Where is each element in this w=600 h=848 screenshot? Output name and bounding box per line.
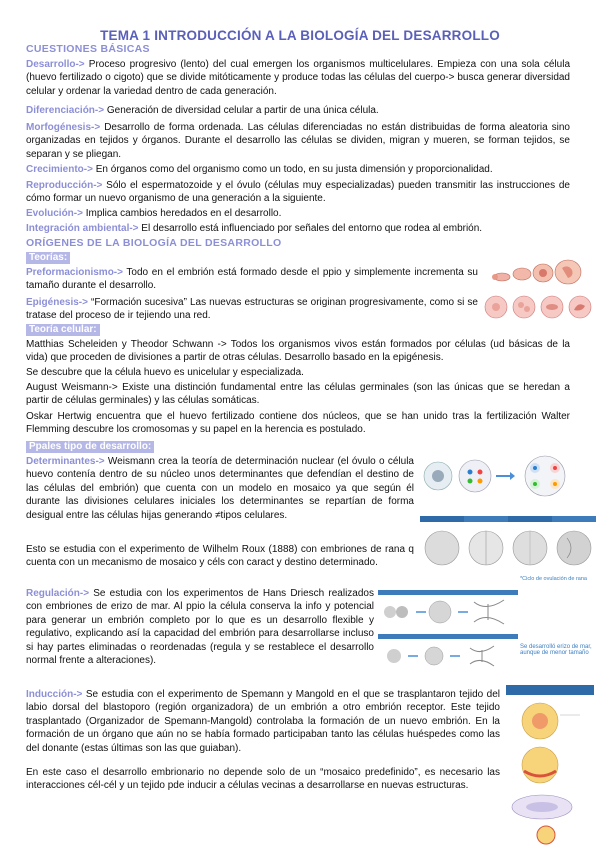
def-preformacionismo [26, 266, 478, 293]
term-text: Generación de diversidad celular a partir de una única célula. [104, 105, 379, 116]
term-label: Crecimiento-> [26, 164, 93, 175]
term-text: Se estudia con el experimento de Spemann y Mangold en el que se trasplantaron tejido del labio dorsal del blastoporo (región organizadora) de un embrión a otro embrión receptor. Este tejido trasplantado (Organizador de Spemann-Mangold) controlaba la formación de un nuevo embrión. En la formación de un órgano que aún no se había formado participaban tanto las células huéspedes como las del donante (estas últimas son las que guiaban). [26, 689, 500, 754]
term-label: Epigénesis-> [26, 297, 88, 308]
nuclear-determination-diagram [420, 452, 596, 507]
term-text: Se estudia con los experimentos de Hans Driesch realizados con embriones de erizo de mar. Al ppio la célula conserva la info y potencial para generar un embrión completo por lo que es un desarrollo flexible y regulativo, explicando así la capacidad del embrión para desarrollarse incluso si hay partes eliminadas o reordenadas (regula y se restablece el desarrollo normal frente a alteraciones). [26, 588, 374, 667]
def-epigenesis [26, 296, 478, 323]
term-text: Todo en el embrión está formado desde el ppio y simplemente incrementa su tamaño durante el desarrollo. [26, 267, 478, 292]
def-reproduccion [26, 179, 570, 206]
term-label: Preformacionismo-> [26, 267, 123, 278]
heading-teoria-celular: Teoría celular: [26, 324, 100, 336]
def-regulacion [26, 587, 374, 667]
def-desarrollo [26, 58, 570, 98]
celular-paragraph-1: Matthias Scheleiden y Theodor Schwann -> Todos los organismos vivos están formados por células (ud básicas de la vida) que proceden de divisiones a partir de otras células. Desarrollo basado en la epigénesis. [26, 339, 570, 364]
roux-caption: *Ciclo de ovulación de rana [520, 576, 587, 582]
term-label: Determinantes-> [26, 456, 105, 467]
term-text: “Formación sucesiva” Las nuevas estructuras se originan progresivamente, como si se tratase del proceso de ir tejiendo una red. [26, 297, 478, 322]
term-label: Reproducción-> [26, 180, 103, 191]
def-determinantes [26, 455, 414, 522]
driesch-caption: Se desarrolló erizo de mar, aunque de menor tamaño [520, 644, 592, 656]
term-label: Evolución-> [26, 208, 83, 219]
section-origenes: ORÍGENES DE LA BIOLOGÍA DEL DESARROLLO [26, 237, 282, 249]
term-text: Proceso progresivo (lento) del cual emergen los organismos multicelulares. Empieza con una sola célula (huevo fertilizado o cigoto) que se divide mitóticamente y produce todas las células del cuerpo-> busca generar diversidad celular y ordenar la variedad dentro de cada generación. [26, 59, 570, 97]
roux-experiment-diagram [420, 516, 596, 576]
def-morfogenesis [26, 121, 570, 161]
def-induccion [26, 688, 500, 755]
term-text: Sólo el espermatozoide y el óvulo (células muy especializadas) pueden transmitir las instrucciones de cómo formar un nuevo organismo de una generación a la siguiente. [26, 180, 570, 205]
term-label: Diferenciación-> [26, 105, 105, 116]
section-cuestiones-basicas: CUESTIONES BÁSICAS [26, 43, 150, 55]
roux-paragraph: Esto se estudia con el experimento de Wilhelm Roux (1888) con embriones de rana q cuenta con un mecanismo de mosaico y céls con caract y destino determinado. [26, 544, 414, 569]
term-text: Weismann crea la teoría de determinación nuclear (el óvulo o célula huevo contenía dentro de su núcleo unos determinantes que defendían el destino de las células del embrión) que cuenta con un modelo en mosaico ya que según él durante las divisiones celulares iniciales los determinantes se repartían de forma desigual entre las células hijas generando ≠tipos celulares. [26, 456, 414, 521]
celular-paragraph-2: Se descubre que la célula huevo es unicelular y especializada. [26, 367, 304, 378]
page-title: TEMA 1 INTRODUCCIÓN A LA BIOLOGÍA DEL DESARROLLO [100, 28, 500, 43]
term-label: Inducción-> [26, 689, 83, 700]
term-label: Regulación-> [26, 588, 90, 599]
term-label: Integración ambiental-> [26, 223, 139, 234]
heading-ppales-tipo: Ppales tipo de desarrollo: [26, 441, 154, 453]
term-text: En órganos como del organismo como un todo, en su justa dimensión y proporcionalidad. [92, 164, 493, 175]
term-label: Desarrollo-> [26, 59, 85, 70]
heading-teorias: Teorías: [26, 252, 70, 264]
epigenesis-illustration [484, 292, 594, 322]
def-evolucion [26, 207, 570, 220]
term-text: Desarrollo de forma ordenada. Las células diferenciadas no están distribuidas de forma aleatoria sino organizadas en tejidos y órganos. Durante el desarrollo las células se dividen, migran y mueren, se forman tejidos, se separan y se pliegan. [26, 122, 570, 160]
celular-paragraph-4: Oskar Hertwig encuentra que el huevo fertilizado contiene dos núcleos, que se han unido tras la fertilización Walter Flemming descubre los cromosomas y su papel en la herencia es postulado. [26, 411, 570, 436]
induccion-paragraph-2: En este caso el desarrollo embrionario no depende solo de un “mosaico predefinido”, es necesario las interacciones cél-cél y un tejido pde inducir a células vecinas a desarrollarse en nuevas estructuras. [26, 767, 500, 792]
celular-paragraph-3: August Weismann-> Existe una distinción fundamental entre las células germinales (son las únicas que se heredan a partir de células germinales) y las células somáticas. [26, 382, 570, 407]
term-text: Implica cambios heredados en el desarrollo. [82, 208, 282, 219]
term-label: Morfogénesis-> [26, 122, 101, 133]
term-text: El desarrollo está influenciado por señales del entorno que rodea al embrión. [138, 223, 483, 234]
def-integracion-ambiental [26, 222, 570, 235]
driesch-experiment-diagram [378, 590, 590, 678]
spemann-mangold-diagram [506, 685, 594, 845]
def-crecimiento [26, 163, 570, 176]
def-diferenciacion [26, 104, 570, 117]
preformation-illustration [488, 258, 588, 288]
